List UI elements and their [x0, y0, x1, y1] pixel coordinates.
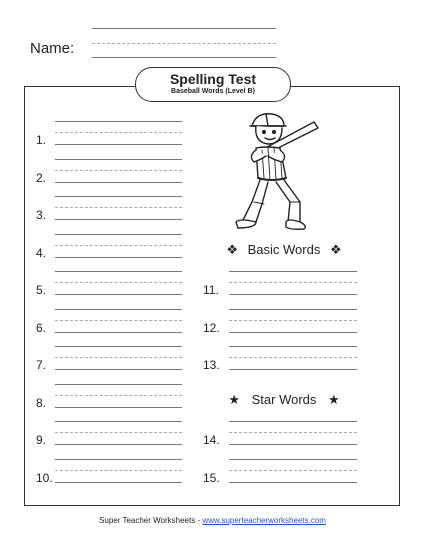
- item-number-11: 11.: [203, 283, 219, 297]
- guide-line: [55, 395, 182, 396]
- diamond-cluster-icon: ❖: [329, 242, 342, 257]
- answer-line[interactable]: [55, 444, 182, 445]
- item-number-6: 6.: [36, 321, 47, 335]
- item-number-2: 2.: [36, 171, 47, 185]
- guide-line: [229, 282, 357, 283]
- item-number-12: 12.: [203, 321, 220, 335]
- answer-line[interactable]: [55, 159, 182, 160]
- item-number-7: 7.: [36, 358, 47, 372]
- answer-line[interactable]: [229, 459, 357, 460]
- page-title: Spelling Test: [169, 71, 257, 87]
- basic-words-heading: [206, 242, 362, 258]
- basic-words-label: Basic Words: [247, 242, 321, 257]
- answer-line[interactable]: [55, 294, 182, 295]
- guide-line: [55, 357, 182, 358]
- guide-line: [229, 357, 357, 358]
- answer-line[interactable]: [229, 271, 357, 272]
- star-icon: ★: [328, 392, 340, 407]
- answer-line[interactable]: [229, 309, 357, 310]
- answer-line[interactable]: [55, 121, 182, 122]
- guide-line: [55, 170, 182, 171]
- star-words-heading: [206, 392, 362, 408]
- answer-line[interactable]: [55, 219, 182, 220]
- name-guide-line: [92, 43, 276, 44]
- page-subtitle: Baseball Words (Level B): [171, 88, 255, 95]
- answer-line[interactable]: [55, 459, 182, 460]
- answer-line[interactable]: [55, 182, 182, 183]
- guide-line: [229, 470, 357, 471]
- guide-line: [55, 132, 182, 133]
- item-number-10: 10.: [36, 471, 53, 485]
- item-number-8: 8.: [36, 396, 47, 410]
- answer-line[interactable]: [229, 346, 357, 347]
- guide-line: [229, 320, 357, 321]
- item-number-9: 9.: [36, 433, 47, 447]
- answer-line[interactable]: [55, 144, 182, 145]
- answer-line[interactable]: [55, 196, 182, 197]
- item-number-13: 13.: [203, 358, 220, 372]
- answer-line[interactable]: [55, 332, 182, 333]
- guide-line: [55, 432, 182, 433]
- answer-line[interactable]: [55, 309, 182, 310]
- item-number-14: 14.: [203, 433, 220, 447]
- title-banner: [135, 67, 291, 102]
- answer-line[interactable]: [229, 369, 357, 370]
- guide-line: [55, 207, 182, 208]
- footer-link[interactable]: www.superteacherworksheets.com: [202, 516, 326, 525]
- item-number-15: 15.: [203, 471, 220, 485]
- guide-line: [55, 470, 182, 471]
- answer-line[interactable]: [229, 444, 357, 445]
- guide-line: [55, 282, 182, 283]
- item-number-1: 1.: [36, 133, 47, 147]
- answer-line[interactable]: [229, 482, 357, 483]
- answer-line[interactable]: [55, 421, 182, 422]
- answer-line[interactable]: [229, 421, 357, 422]
- star-words-label: Star Words: [251, 392, 317, 407]
- item-number-5: 5.: [36, 283, 47, 297]
- name-top-line: [92, 28, 276, 29]
- answer-line[interactable]: [229, 332, 357, 333]
- baseball-batter-illustration: [226, 106, 336, 236]
- answer-line[interactable]: [55, 384, 182, 385]
- answer-line[interactable]: [55, 369, 182, 370]
- answer-line[interactable]: [229, 294, 357, 295]
- star-icon: ★: [228, 392, 240, 407]
- item-number-3: 3.: [36, 208, 47, 222]
- answer-line[interactable]: [55, 271, 182, 272]
- answer-line[interactable]: [55, 257, 182, 258]
- item-number-4: 4.: [36, 246, 47, 260]
- answer-line[interactable]: [55, 407, 182, 408]
- diamond-cluster-icon: ❖: [226, 242, 238, 257]
- footer: [0, 516, 425, 525]
- name-line[interactable]: [92, 57, 276, 58]
- answer-line[interactable]: [55, 482, 182, 483]
- guide-line: [229, 432, 357, 433]
- answer-line[interactable]: [55, 234, 182, 235]
- name-label: Name:: [30, 40, 75, 57]
- answer-line[interactable]: [55, 346, 182, 347]
- guide-line: [55, 245, 182, 246]
- guide-line: [55, 320, 182, 321]
- footer-text: Super Teacher Worksheets -: [99, 516, 203, 525]
